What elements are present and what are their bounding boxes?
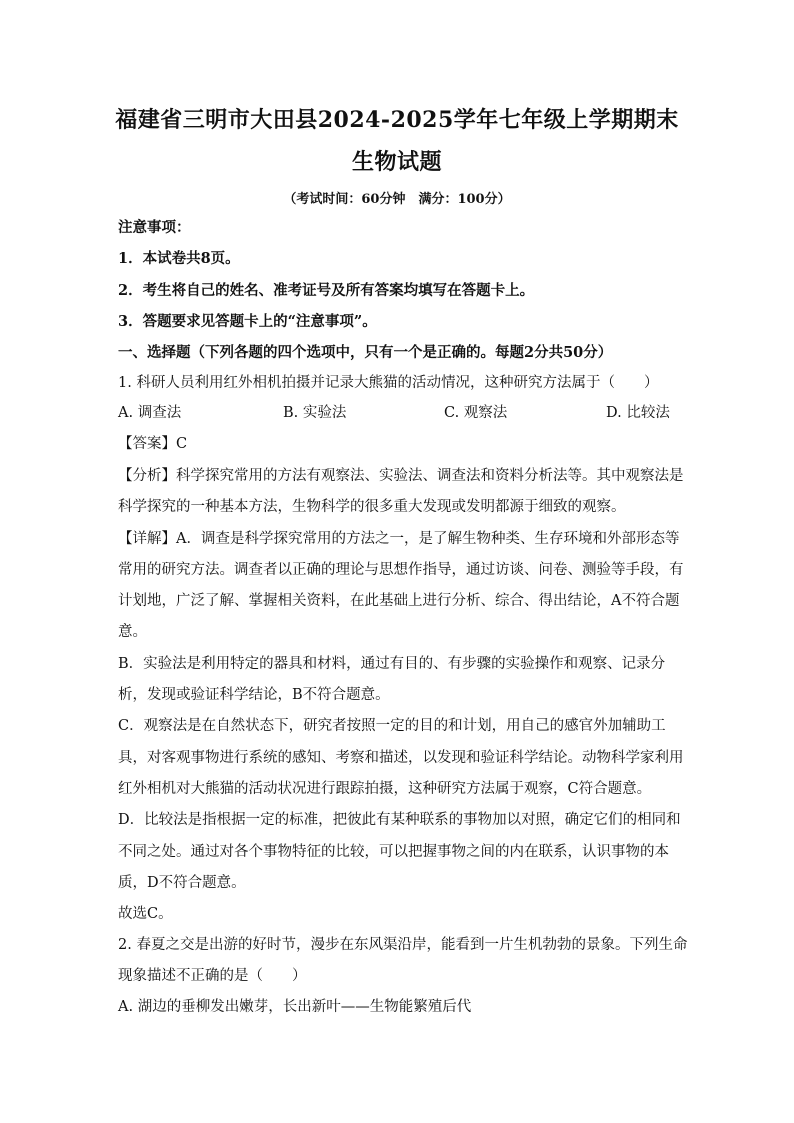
detail-line: 不同之处。通过对各个事物特征的比较，可以把握事物之间的内在联系，认识事物的本: [118, 844, 669, 860]
question-stem: 2. 春夏之交是出游的好时节，漫步在东风渠沿岸，能看到一片生机勃勃的景象。下列生命: [118, 937, 688, 953]
notice-item: 3．答题要求见答题卡上的“注意事项”。: [118, 313, 377, 330]
page-subtitle: 生物试题: [351, 149, 442, 175]
question-stem: 1. 科研人员利用红外相机拍摄并记录大熊猫的活动情况，这种研究方法属于（ ）: [118, 375, 659, 391]
page-title: 福建省三明市大田县2024-2025学年七年级上学期期末: [115, 107, 679, 133]
detail-line: 意。: [118, 624, 147, 640]
question-stem: 现象描述不正确的是（ ）: [118, 968, 307, 984]
notice-item: 1．本试卷共8页。: [118, 250, 240, 267]
exam-info: （考试时间：60分钟 满分：100分）: [283, 192, 511, 207]
detail-line: 析，发现或验证科学结论，B不符合题意。: [118, 687, 390, 703]
option-a: A. 湖边的垂柳发出嫩芽，长出新叶——生物能繁殖后代: [118, 999, 472, 1015]
notice-item: 2．考生将自己的姓名、准考证号及所有答案均填写在答题卡上。: [118, 282, 535, 299]
section-heading: 一、选择题（下列各题的四个选项中，只有一个是正确的。每题2分共50分）: [118, 344, 613, 361]
option-d: D. 比较法: [606, 405, 670, 421]
detail-line: 计划地，广泛了解、掌握相关资料，在此基础上进行分析、综合、得出结论，A不符合题: [118, 593, 680, 609]
detail-line: 【详解】A．调查是科学探究常用的方法之一，是了解生物种类、生存环境和外部形态等: [118, 531, 680, 547]
detail-line: C．观察法是在自然状态下，研究者按照一定的目的和计划，用自己的感官外加辅助工: [118, 718, 666, 734]
conclusion: 故选C。: [118, 906, 173, 922]
option-c: C. 观察法: [444, 405, 508, 421]
option-b: B. 实验法: [283, 405, 347, 421]
notice-heading: 注意事项：: [118, 219, 191, 236]
detail-line: 具，对客观事物进行系统的感知、考察和描述，以发现和验证科学结论。动物科学家利用: [118, 750, 684, 766]
option-a: A. 调查法: [118, 405, 182, 421]
analysis-line: 科学探究的一种基本方法，生物科学的很多重大发现或发明都源于细致的观察。: [118, 499, 626, 515]
detail-line: 质，D不符合题意。: [118, 875, 246, 891]
detail-line: D．比较法是指根据一定的标准，把彼此有某种联系的事物加以对照，确定它们的相同和: [118, 812, 681, 828]
answer: 【答案】C: [118, 436, 188, 452]
detail-line: 常用的研究方法。调查者以正确的理论与思想作指导，通过访谈、问卷、测验等手段，有: [118, 562, 684, 578]
detail-line: B．实验法是利用特定的器具和材料，通过有目的、有步骤的实验操作和观察、记录分: [118, 656, 666, 672]
analysis-line: 【分析】科学探究常用的方法有观察法、实验法、调查法和资料分析法等。其中观察法是: [118, 468, 684, 484]
detail-line: 红外相机对大熊猫的活动状况进行跟踪拍摄，这种研究方法属于观察，C符合题意。: [118, 781, 652, 797]
